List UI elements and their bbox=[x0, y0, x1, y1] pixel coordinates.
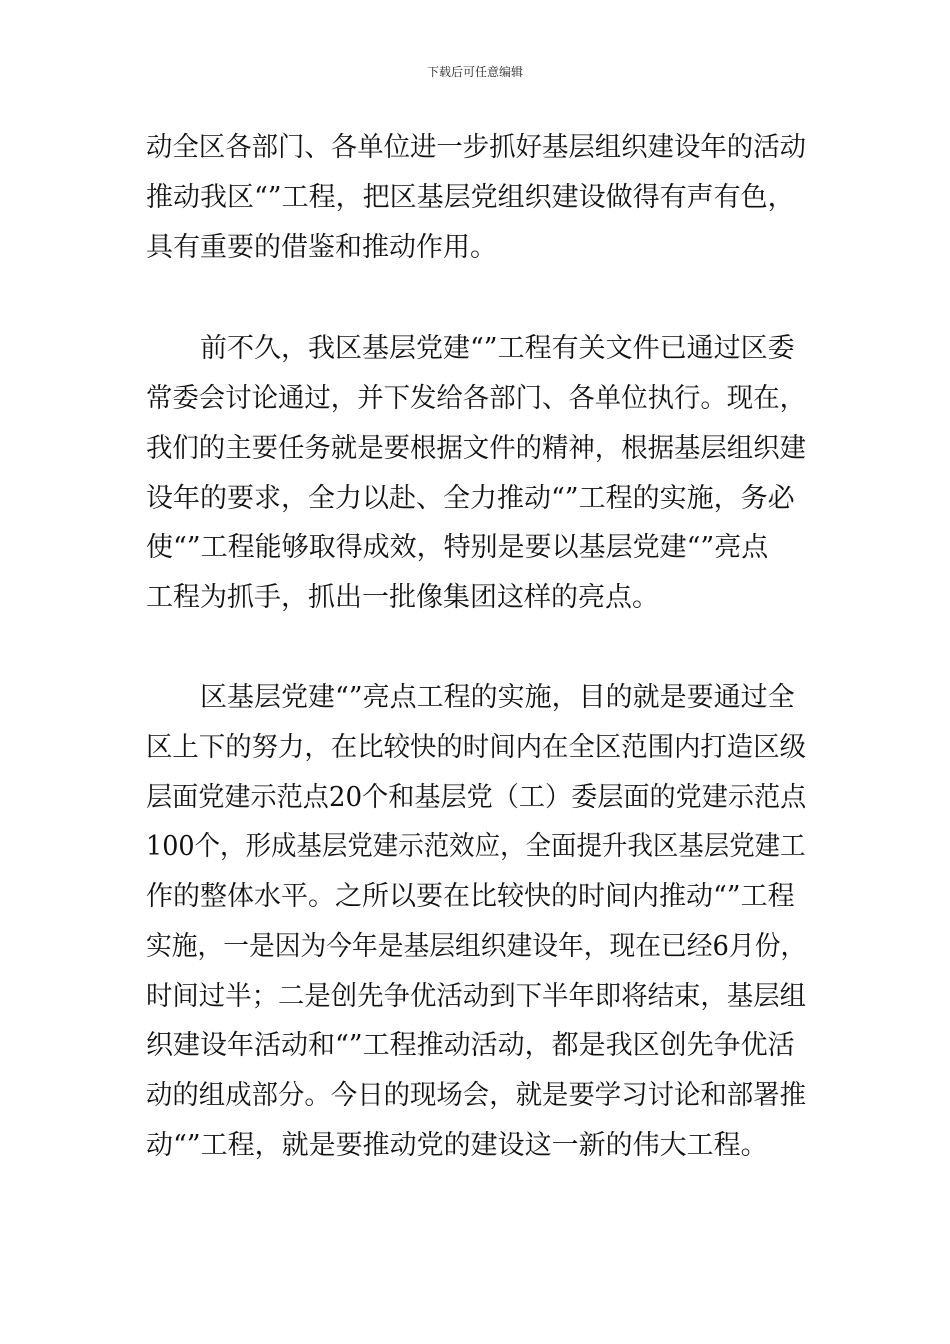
text-line: 区基层党建“”亮点工程的实施，目的就是要通过全 bbox=[200, 682, 795, 713]
text-line: 作的整体水平。之所以要在比较快的时间内推动“”工程 bbox=[146, 881, 795, 912]
text-line: 织建设年活动和“”工程推动活动，都是我区创先争优活 bbox=[146, 1030, 795, 1061]
text-line: 使“”工程能够取得成效，特别是要以基层党建“”亮点 bbox=[146, 532, 769, 563]
text-line: 区上下的努力，在比较快的时间内在全区范围内打造区级 bbox=[146, 732, 807, 763]
text-line: 层面党建示范点20个和基层党（工）委层面的党建示范点 bbox=[146, 782, 807, 813]
text-line: 100个，形成基层党建示范效应，全面提升我区基层党建工 bbox=[146, 831, 806, 862]
text-line: 动“”工程，就是要推动党的建设这一新的伟大工程。 bbox=[146, 1130, 768, 1161]
text-line: 动全区各部门、各单位进一步抓好基层组织建设年的活动 bbox=[146, 132, 807, 163]
text-line: 时间过半；二是创先争优活动到下半年即将结束，基层组 bbox=[146, 981, 807, 1012]
text-line: 动的组成部分。今日的现场会，就是要学习讨论和部署推 bbox=[146, 1080, 807, 1111]
text-line: 我们的主要任务就是要根据文件的精神，根据基层组织建 bbox=[146, 433, 807, 464]
text-line: 工程为抓手，抓出一批像集团这样的亮点。 bbox=[146, 582, 659, 613]
text-line: 实施，一是因为今年是基层组织建设年，现在已经6月份， bbox=[146, 931, 807, 962]
text-line: 具有重要的借鉴和推动作用。 bbox=[146, 232, 497, 263]
text-line: 常委会讨论通过，并下发给各部门、各单位执行。现在， bbox=[146, 383, 807, 414]
page-header: 下载后可任意编辑 bbox=[426, 65, 523, 79]
text-line: 推动我区“”工程，把区基层党组织建设做得有声有色， bbox=[146, 182, 795, 213]
text-line: 设年的要求，全力以赴、全力推动“”工程的实施，务必 bbox=[146, 483, 795, 514]
text-line: 前不久，我区基层党建“”工程有关文件已通过区委 bbox=[200, 333, 795, 364]
